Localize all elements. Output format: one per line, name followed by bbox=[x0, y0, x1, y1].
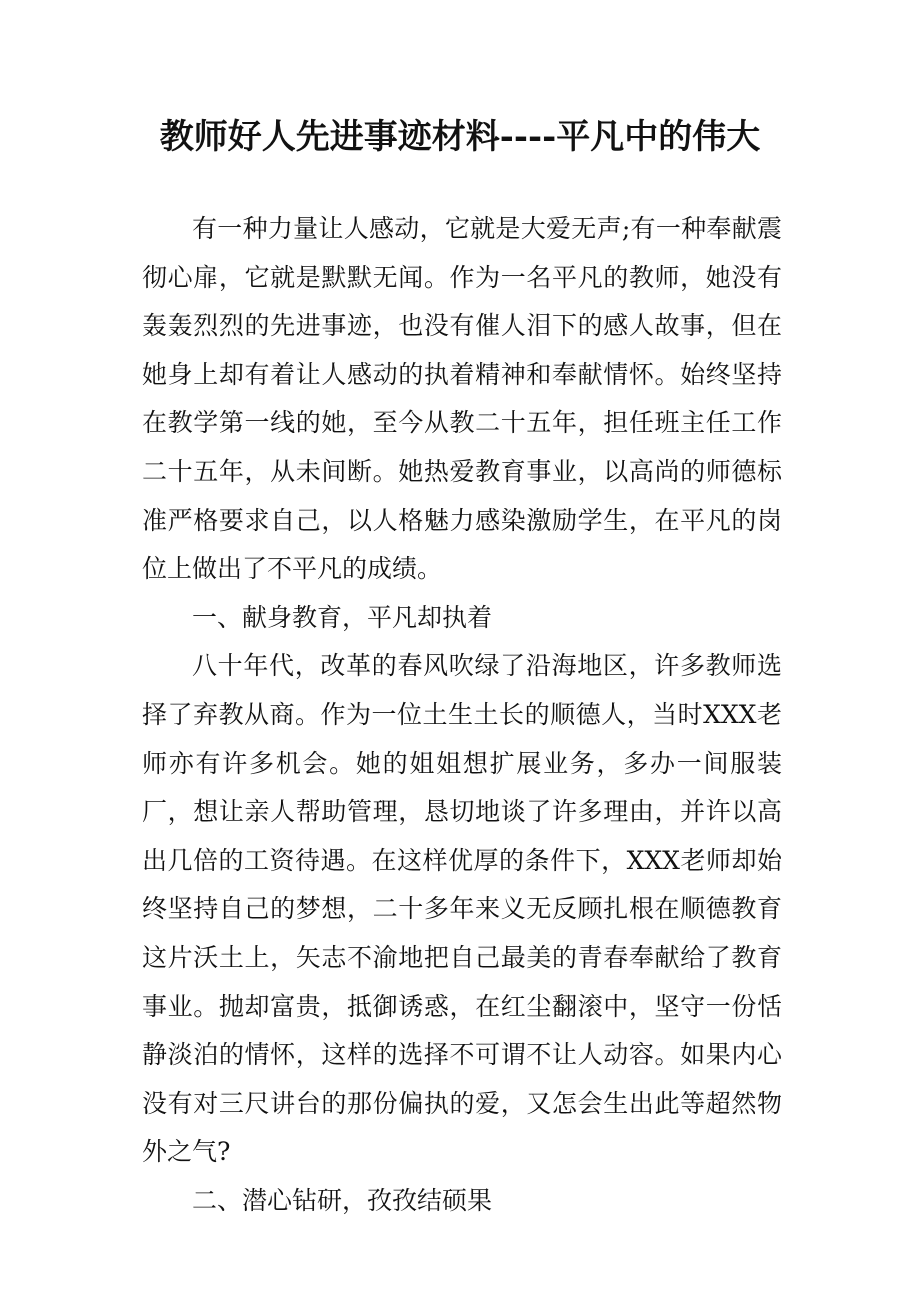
document-title: 教师好人先进事迹材料----平凡中的伟大 bbox=[159, 117, 761, 157]
intro-paragraph: 有一种力量让人感动，它就是大爱无声;有一种奉献震彻心扉，它就是默默无闻。作为一名平凡的教师，她没有轰轰烈烈的先进事迹，也没有催人泪下的感人故事，但在她身上却有着让人感动的执着精神和奉献情怀。始终坚持在教学第一线的她，至今从教二十五年，担任班主任工作二十五年，从未间断。她热爱教育事业，以高尚的师德标准严格要求自己，以人格魅力感染激励学生，在平凡的岗位上做出了不平凡的成绩。 bbox=[142, 214, 782, 584]
section-heading-2: 二、潜心钻研，孜孜结硕果 bbox=[192, 1185, 493, 1215]
document-body bbox=[142, 205, 782, 1225]
section-1-paragraph: 八十年代，改革的春风吹绿了沿海地区，许多教师选择了弃教从商。作为一位土生土长的顺德人，当时XXX老师亦有许多机会。她的姐姐想扩展业务，多办一间服装厂，想让亲人帮助管理，恳切地谈了许多理由，并许以高出几倍的工资待遇。在这样优厚的条件下，XXX老师却始终坚持自己的梦想，二十多年来义无反顾扎根在顺德教育这片沃土上，矢志不渝地把自己最美的青春奉献给了教育事业。抛却富贵，抵御诱惑，在红尘翻滚中，坚守一份恬静淡泊的情怀，这样的选择不可谓不让人动容。如果内心没有对三尺讲台的那份偏执的爱，又怎会生出此等超然物外之气? bbox=[142, 651, 782, 1167]
section-heading-1: 一、献身教育，平凡却执着 bbox=[192, 602, 493, 632]
